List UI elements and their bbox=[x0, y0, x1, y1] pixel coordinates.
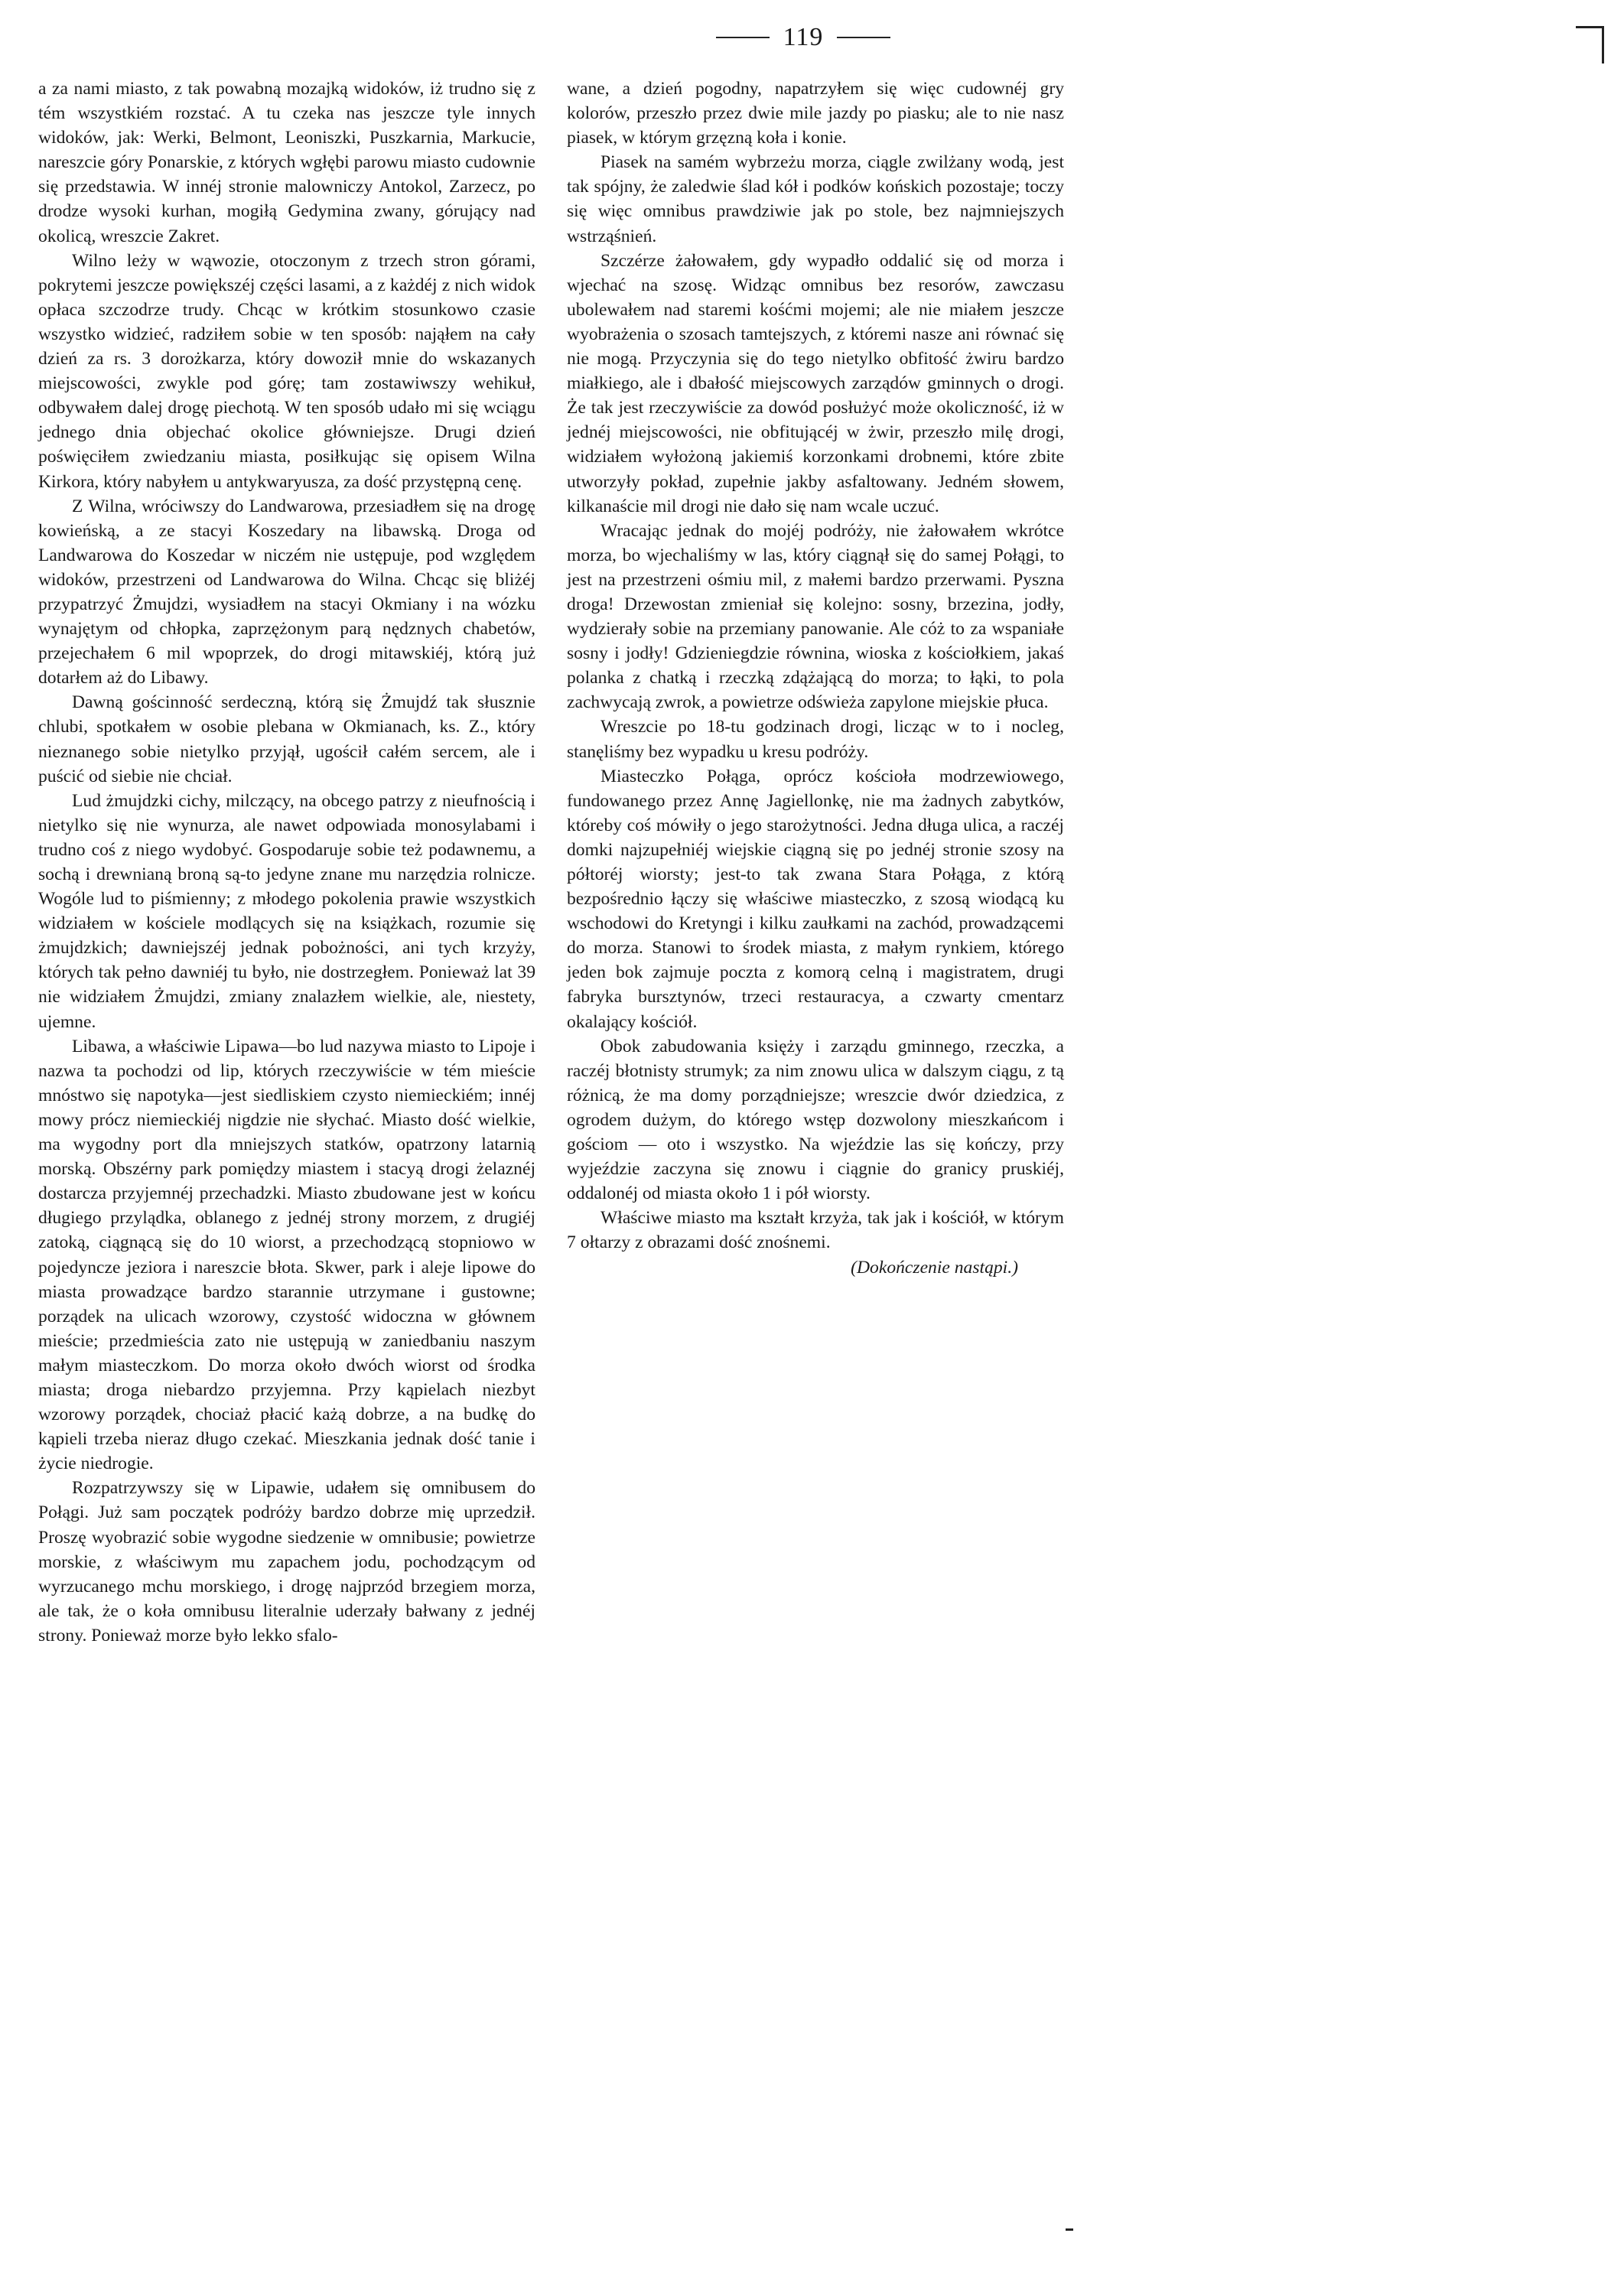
paragraph: Piasek na samém wybrzeżu morza, ciągle zwilżany wodą, jest tak spójny, że zaledwie ślad kół i podków końskich pozostaje; toczy się więc omnibus prawdziwie jak po stole, bez najmniejszych wstrząśnień. bbox=[567, 152, 1064, 246]
paragraph: Wilno leży w wąwozie, otoczonym z trzech stron górami, pokrytemi jeszcze powiększéj części lasami, a z każdéj z nich widok opłaca szczodrze trudy. Chcąc w krótkim stosunkowo czasie wszystko widzieć, radziłem sobie w ten sposób: nająłem na cały dzień za rs. 3 dorożkarza, który dowoził mnie do wskazanych miejscowości, zwykle pod górę; tam zostawiwszy wehikuł, odbywałem dalej drogę piechotą. W ten sposób udało mi się wciągu jednego dnia objechać okolice główniejsze. Drugi dzień poświęciłem zwiedzaniu miasta, posiłkując się opisem Wilna Kirkora, który nabyłem u antykwaryusza, za dość przystępną cenę. bbox=[38, 250, 535, 492]
paragraph: Obok zabudowania księży i zarządu gminnego, rzeczka, a raczéj błotnisty strumyk; za nim znowu ulica w dalszym ciągu, z tą różnicą, że ma domy porządniejsze; wreszcie dwór dziedzica, z ogrodem dużym, do którego wstęp dozwolony mieszkańcom i gościom — oto i wszystko. Na wjeździe las się kończy, przy wyjeździe zaczyna się znowu i ciągnie do granicy pruskiéj, oddalonéj od miasta około 1 i pół wiorsty. bbox=[567, 1036, 1064, 1204]
left-column bbox=[38, 77, 535, 1648]
paragraph: Dawną gościnność serdeczną, którą się Żmujdź tak słusznie chlubi, spotkałem w osobie plebana w Okmianach, ks. Z., który nieznanego sobie nietylko przyjął, ugościł całém sercem, ale i puścić od siebie nie chciał. bbox=[38, 692, 535, 786]
page-number: 119 bbox=[783, 23, 824, 51]
page-number-block bbox=[692, 23, 914, 52]
continuation-note: (Dokończenie nastąpi.) bbox=[851, 1257, 1018, 1278]
corner-mark bbox=[1576, 26, 1604, 63]
print-mark bbox=[1066, 2228, 1073, 2231]
header-rule-left bbox=[716, 37, 770, 38]
paragraph: wane, a dzień pogodny, napatrzyłem się więc cudownéj gry kolorów, przeszło przez dwie mile jazdy po piasku; ale to nie nasz piasek, w którym grzęzną koła i konie. bbox=[567, 79, 1064, 148]
paragraph: Wreszcie po 18-tu godzinach drogi, licząc w to i nocleg, stanęliśmy bez wypadku u kresu podróży. bbox=[567, 717, 1064, 762]
right-column bbox=[567, 77, 1064, 1280]
paragraph: a za nami miasto, z tak powabną mozajką widoków, iż trudno się z tém wszystkiém rozstać. A tu czeka nas jeszcze tyle innych widoków, jak: Werki, Belmont, Leoniszki, Puszkarnia, Markucie, nareszcie góry Ponarskie, z których wgłębi parowu miasto cudownie się przedstawia. W innéj stronie malowniczy Antokol, Zarzecz, po drodze wysoki kurhan, mogiłą Gedymina zwany, górujący nad okolicą, wreszcie Zakret. bbox=[38, 79, 535, 246]
paragraph: Rozpatrzywszy się w Lipawie, udałem się omnibusem do Połągi. Już sam początek podróży bardzo dobrze mię uprzedził. Proszę wyobrazić sobie wygodne siedzenie w omnibusie; powietrze morskie, z właściwym mu zapachem jodu, pochodzącym od wyrzucanego mchu morskiego, i drogę najprzód brzegiem morza, ale tak, że o koła omnibusu literalnie uderzały bałwany z jednéj strony. Ponieważ morze było lekko sfalo- bbox=[38, 1478, 535, 1646]
paragraph: Z Wilna, wróciwszy do Landwarowa, przesiadłem się na drogę kowieńską, a ze stacyi Koszedary na libawską. Droga od Landwarowa do Koszedar w niczém nie ustępuje, pod względem widoków, przestrzeni od Landwarowa do Wilna. Chcąc się bliżéj przypatrzyć Żmujdzi, wysiadłem na stacyi Okmiany i na wózku wynajętym od chłopka, zaprzężonym parą nędznych chabetów, przejechałem 6 mil wpoprzek, do drogi mitawskiéj, którą już dotarłem aż do Libawy. bbox=[38, 496, 535, 689]
paragraph: Libawa, a właściwie Lipawa—bo lud nazywa miasto to Lipoje i nazwa ta pochodzi od lip, których rzeczywiście w tém mieście mnóstwo się napotyka—jest siedliskiem czysto niemieckiém; innéj mowy prócz niemieckiéj nigdzie nie słychać. Miasto dość wielkie, ma wygodny port dla mniejszych statków, opatrzony latarnią morską. Obszérny park pomiędzy miastem i stacyą drogi żelaznéj dostarcza przyjemnéj przechadzki. Miasto zbudowane jest w końcu długiego przylądka, oblanego z jednéj strony morzem, z drugiéj zatoką, ciągnącą się do 10 wiorst, a przechodzącą stopniowo w pojedyncze jeziora i nareszcie błota. Skwer, park i aleje lipowe do miasta prowadzące bardzo starannie utrzymane i gustowne; porządek na ulicach wzorowy, czystość widoczna w głównem mieście; przedmieścia zato nie ustępują w zaniedbaniu naszym małym miasteczkom. Do morza około dwóch wiorst od środka miasta; droga niebardzo przyjemna. Przy kąpielach niezbyt wzorowy porządek, chociaż płacić każą dobrze, a na budkę do kąpieli trzeba nieraz długo czekać. Mieszkania jednak dość tanie i życie niedrogie. bbox=[38, 1036, 535, 1474]
paragraph: Szczérze żałowałem, gdy wypadło oddalić się od morza i wjechać na szosę. Widząc omnibus bez resorów, zawczasu ubolewałem nad staremi kośćmi mojemi; ale nie miałem jeszcze wyobrażenia o szosach tamtejszych, z któremi nasze ani równać się nie mogą. Przyczynia się do tego nietylko obfitość żwiru bardzo miałkiego, ale i dbałość miejscowych zarządów gminnych o drogi. Że tak jest rzeczywiście za dowód posłużyć może okoliczność, iż w jednéj miejscowości, nie obfitującéj w żwir, przeszło milę drogi, widziałem wyłożoną jakiemiś korzonkami drobnemi, które zbite utworzyły pokład, zupełnie jakby asfaltowany. Jedném słowem, kilkanaście mil drogi nie dało się nam wcale uczuć. bbox=[567, 250, 1064, 516]
paragraph: Właściwe miasto ma kształt krzyża, tak jak i kościół, w którym 7 ołtarzy z obrazami dość znośnemi. bbox=[567, 1208, 1064, 1253]
page-header bbox=[0, 23, 1624, 69]
paragraph: Wracając jednak do mojéj podróży, nie żałowałem wkrótce morza, bo wjechaliśmy w las, który ciągnął się do samej Połągi, to jest na przestrzeni ośmiu mil, z małemi bardzo przerwami. Pyszna droga! Drzewostan zmieniał się kolejno: sosny, brzezina, jodły, wydzierały sobie na przemiany panowanie. Ale cóż to za wspaniałe sosny i jodły! Gdzieniegdzie równina, wioska z kościołkiem, jakaś polanka z chatką i rzeczką zdążającą do morza; to łąki, to pola zachwycają zwrok, a powietrze odświeża zapylone miejskie płuca. bbox=[567, 520, 1064, 713]
paragraph: Miasteczko Połąga, oprócz kościoła modrzewiowego, fundowanego przez Annę Jagiellonkę, nie ma żadnych zabytków, któreby coś mówiły o jego starożytności. Jedna długa ulica, a raczéj domki najzupełniéj wiejskie ciągną się po jednéj stronie szosy na półtoréj wiorsty; jest-to tak zwana Stara Połąga, z którą bezpośrednio łączy się właściwe miasteczko, z szosą wiodącą ku wschodowi do Kretyngi i kilku zaułkami na zachód, prowadzącemi do morza. Stanowi to środek miasta, z małym rynkiem, którego jeden bok zajmuje poczta z komorą celną i magistratem, drugi fabryka bursztynów, trzeci restauracya, a czwarty cmentarz okalający kościół. bbox=[567, 766, 1064, 1032]
header-rule-right bbox=[837, 37, 890, 38]
paragraph: Lud żmujdzki cichy, milczący, na obcego patrzy z nieufnością i nietylko się nie wynurza, ale nawet odpowiada monosylabami i trudno coś z niego wydobyć. Gospodaruje sobie też podawnemu, a sochą i drewnianą broną są-to jedyne znane mu narzędzia rolnicze. Wogóle lud to piśmienny; z młodego pokolenia prawie wszystkich widziałem w kościele modlących się na książkach, rozumie się żmujdzkich; dawniejszéj jednak pobożności, ani tych krzyży, których tak pełno dawniéj tu było, nie dostrzegłem. Ponieważ lat 39 nie widziałem Żmujdzi, zmiany znalazłem wielkie, ale, niestety, ujemne. bbox=[38, 790, 535, 1032]
